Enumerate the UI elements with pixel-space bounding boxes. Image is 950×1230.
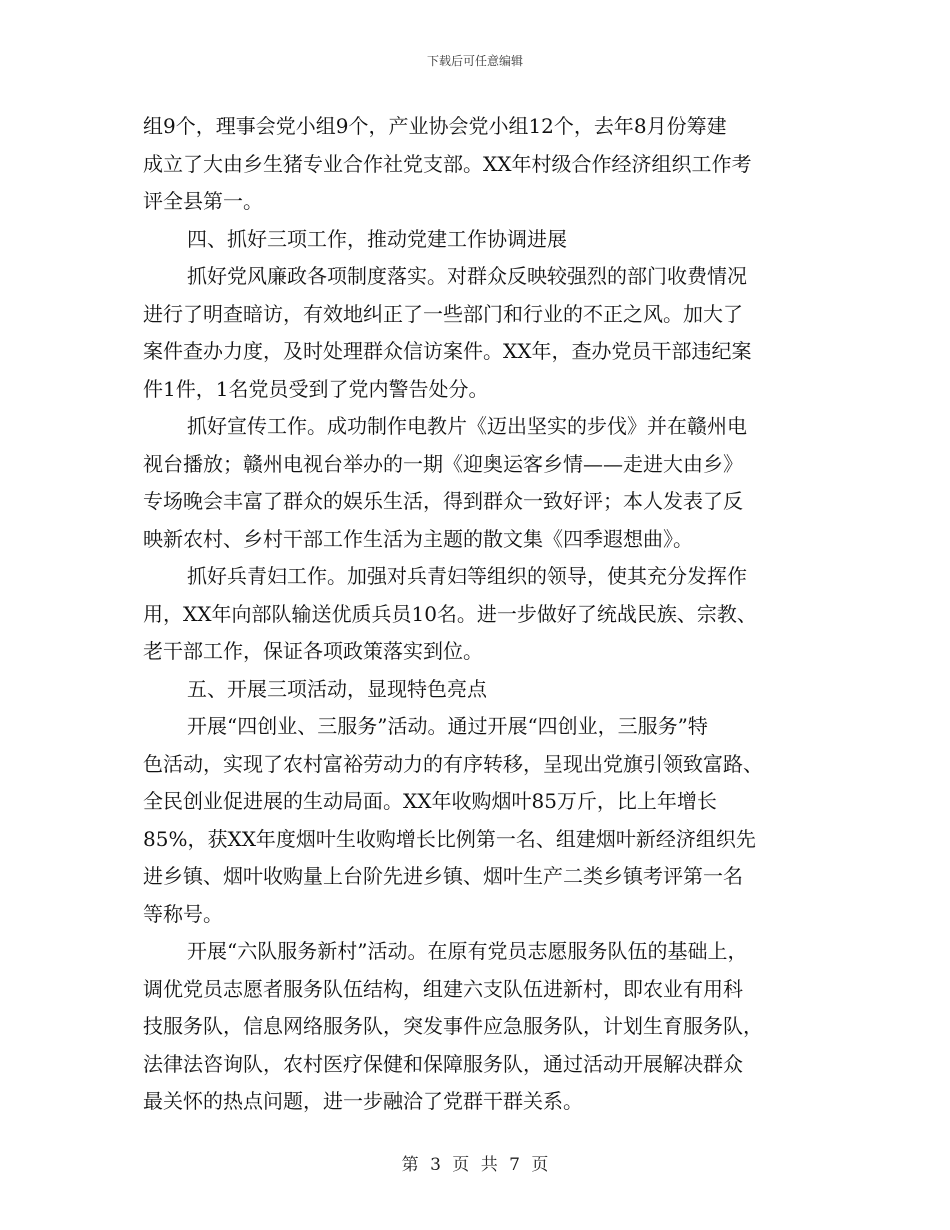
text-line-23: 开展“六队服务新村”活动。在原有党员志愿服务队伍的基础上， [187, 939, 748, 963]
text-line-26: 法律法咨询队，农村医疗保健和保障服务队，通过活动开展解决群众 [143, 1051, 743, 1076]
text-line-25: 技服务队，信息网络服务队，突发事件应急服务队，计划生育服务队， [143, 1014, 763, 1038]
text-line-1: 组9个，理事会党小组9个，产业协会党小组12个，去年8月份筹建 [143, 114, 727, 138]
text-line-5: 抓好党风廉政各项制度落实。对群众反映较强烈的部门收费情况 [187, 264, 747, 288]
section-heading-5: 五、开展三项活动，显现特色亮点 [187, 676, 487, 701]
text-line-12: 映新农村、乡村干部工作生活为主题的散文集《四季遐想曲》。 [143, 526, 693, 551]
text-line-20: 85%，获XX年度烟叶生收购增长比例第一名、组建烟叶新经济组织先 [143, 826, 756, 851]
text-line-10: 视台播放；赣州电视台举办的一期《迎奥运客乡情——走进大由乡》 [143, 451, 743, 476]
text-line-2: 成立了大由乡生猪专业合作社党支部。XX年村级合作经济组织工作考 [143, 151, 752, 176]
page-header: 下载后可任意编辑 [426, 54, 523, 68]
text-line-24: 调优党员志愿者服务队伍结构，组建六支队伍进新村，即农业有用科 [143, 976, 743, 1001]
text-line-21: 进乡镇、烟叶收购量上台阶先进乡镇、烟叶生产二类乡镇考评第一名 [143, 864, 743, 888]
text-line-9: 抓好宣传工作。成功制作电教片《迈出坚实的步伐》并在赣州电 [187, 414, 747, 438]
text-line-3: 评全县第一。 [143, 189, 263, 213]
text-line-18: 色活动，实现了农村富裕劳动力的有序转移，呈现出党旗引领致富路、 [143, 751, 763, 776]
text-line-6: 进行了明查暗访，有效地纠正了一些部门和行业的不正之风。加大了 [143, 301, 743, 326]
text-line-22: 等称号。 [143, 901, 223, 926]
document-body [143, 108, 809, 1121]
text-line-15: 老干部工作，保证各项政策落实到位。 [143, 639, 483, 663]
text-line-19: 全民创业促进展的生动局面。XX年收购烟叶85万斤，比上年增长 [143, 789, 717, 813]
text-line-8: 件1件，1名党员受到了党内警告处分。 [143, 376, 489, 401]
page-number-footer: 第 3 页 共 7 页 [401, 1155, 549, 1175]
text-line-14: 用，XX年向部队输送优质兵员10名。进一步做好了统战民族、宗教、 [143, 601, 757, 626]
text-line-13: 抓好兵青妇工作。加强对兵青妇等组织的领导，使其充分发挥作 [187, 564, 747, 588]
text-line-17: 开展“四创业、三服务”活动。通过开展“四创业，三服务”特 [187, 714, 708, 738]
section-heading-4: 四、抓好三项工作，推动党建工作协调进展 [187, 226, 567, 251]
text-line-7: 案件查办力度，及时处理群众信访案件。XX年，查办党员干部违纪案 [143, 339, 752, 363]
text-line-11: 专场晚会丰富了群众的娱乐生活，得到群众一致好评；本人发表了反 [143, 489, 743, 513]
text-line-27: 最关怀的热点问题，进一步融洽了党群干群关系。 [143, 1089, 583, 1113]
